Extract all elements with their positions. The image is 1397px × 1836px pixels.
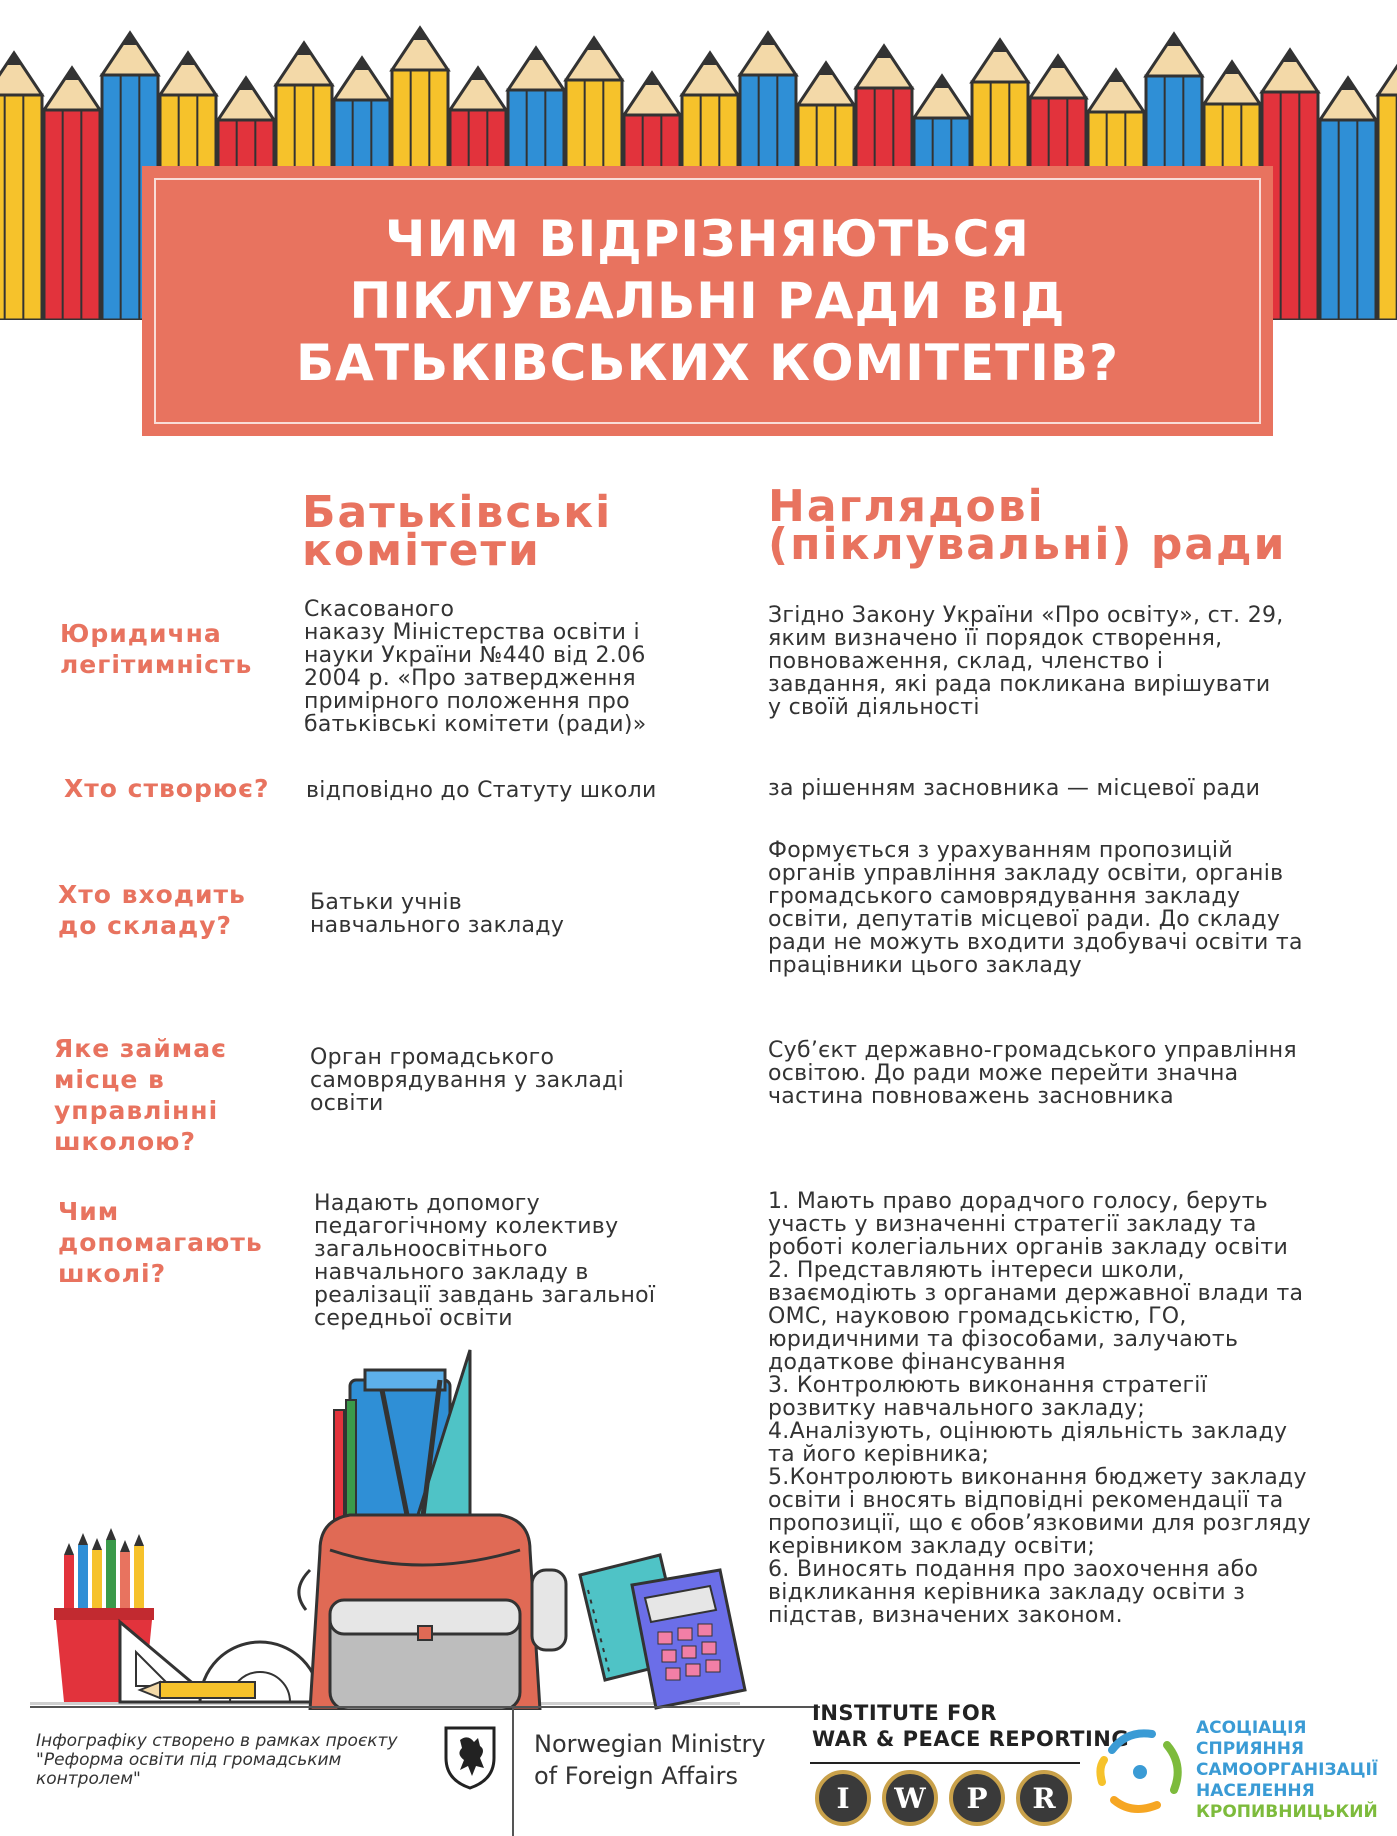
cell-line: батьківські комітети (ради)» xyxy=(304,712,647,737)
calculator-icon xyxy=(632,1570,745,1708)
cell-line: 4.Аналізують, оцінюють діяльність закладу xyxy=(768,1419,1288,1444)
pencil-icon xyxy=(1320,78,1376,320)
cell-line: освітою. До ради може перейти значна xyxy=(768,1061,1239,1086)
row-label-line: Яке займає xyxy=(54,1034,227,1063)
cell-line: наказу Міністерства освіти і xyxy=(304,620,640,645)
row-label-line: Юридична xyxy=(60,619,222,648)
cell-line: юридичними та фізособами, залучають xyxy=(768,1327,1239,1352)
cell-line: участь у визначенні стратегії закладу та xyxy=(768,1212,1257,1237)
cell-line: Згідно Закону України «Про освіту», ст. 29, xyxy=(768,603,1284,628)
title-banner-frame xyxy=(154,178,1261,424)
cell-line: освіти xyxy=(310,1091,384,1116)
column-header-right-line-1: Наглядові xyxy=(768,481,1045,532)
cell-line: ОМС, науковою громадськістю, ГО, xyxy=(768,1304,1187,1329)
iwpr-letter-p: P xyxy=(966,1782,988,1815)
cell-line: Формується з урахуванням пропозицій xyxy=(768,838,1233,863)
cell-line: частина повноважень засновника xyxy=(768,1084,1174,1109)
row-label-line: Чим xyxy=(58,1197,120,1226)
association-line: САМООРГАНІЗАЦІЇ xyxy=(1196,1760,1379,1780)
association-line: АСОЦІАЦІЯ xyxy=(1196,1718,1307,1738)
cell-line: загальноосвітнього xyxy=(314,1237,548,1262)
cell-line: завдання, які рада покликана вирішувати xyxy=(768,672,1271,697)
pencil-icon xyxy=(1378,53,1397,320)
association-line: СПРИЯННЯ xyxy=(1196,1739,1305,1759)
cell-line: відкликання керівника закладу освіти з xyxy=(768,1580,1246,1605)
iwpr-line: WAR & PEACE REPORTING xyxy=(812,1727,1130,1751)
association-line: КРОПИВНИЦЬКИЙ xyxy=(1196,1802,1378,1822)
row-label-how-they-help xyxy=(58,1196,263,1289)
credit-line: контролем" xyxy=(36,1769,141,1789)
cell-line: науки України №440 від 2.06 xyxy=(304,643,646,668)
iwpr-logo xyxy=(810,1760,1080,1826)
cell-line: розвитку навчального закладу; xyxy=(768,1396,1146,1421)
cell-membership-supervisory-boards xyxy=(768,839,1303,977)
title-line-1: ЧИМ ВІДРІЗНЯЮТЬСЯ xyxy=(385,210,1030,268)
row-label-line: школі? xyxy=(58,1259,167,1288)
row-label-line: Хто створює? xyxy=(64,774,270,803)
cell-line: середньої освіти xyxy=(314,1306,513,1331)
column-header-left-line-2: комітети xyxy=(302,525,541,576)
footer-vertical-divider xyxy=(512,1708,514,1836)
cell-line: 5.Контролюють виконання бюджету закладу xyxy=(768,1465,1307,1490)
cell-line: органів управління закладу освіти, органів xyxy=(768,861,1284,886)
cell-line: пропозиції, що є обов’язковими для розгляду xyxy=(768,1511,1311,1536)
footer-divider xyxy=(30,1706,820,1708)
row-label-who-creates xyxy=(64,773,269,804)
cell-line: 2. Представляють інтереси школи, xyxy=(768,1258,1185,1283)
cell-line: навчального закладу xyxy=(310,913,565,938)
cell-line: освіти і вносять відповідні рекомендації та xyxy=(768,1488,1284,1513)
iwpr-letter-i: I xyxy=(836,1782,850,1815)
cell-line: відповідно до Статуту школи xyxy=(306,778,657,803)
backpack-icon xyxy=(299,1350,566,1710)
column-header-parent-committees xyxy=(302,487,613,576)
pencil-icon xyxy=(44,68,100,320)
cell-line: Скасованого xyxy=(304,597,455,622)
cell-line: підстав, визначених законом. xyxy=(768,1603,1123,1628)
iwpr-letter-r: R xyxy=(1032,1782,1056,1815)
cell-line: педагогічному колективу xyxy=(314,1214,619,1239)
cell-line: громадського самоврядування закладу xyxy=(768,884,1241,909)
title-line-2: ПІКЛУВАЛЬНІ РАДИ ВІД xyxy=(349,272,1066,330)
row-label-line: до складу? xyxy=(58,911,233,940)
row-label-line: легітимність xyxy=(60,650,253,679)
column-header-supervisory-boards xyxy=(768,481,1287,570)
association-line: НАСЕЛЕННЯ xyxy=(1196,1781,1315,1801)
cell-line: керівником закладу освіти; xyxy=(768,1534,1096,1559)
cell-line: та його керівника; xyxy=(768,1442,990,1467)
cell-line: взаємодіють з органами державної влади та xyxy=(768,1281,1304,1306)
cell-line: 6. Виносять подання про заохочення або xyxy=(768,1557,1259,1582)
cell-line: примірного положення про xyxy=(304,689,630,714)
cell-line: Суб’єкт державно-громадського управління xyxy=(768,1038,1297,1063)
iwpr-line: INSTITUTE FOR xyxy=(812,1701,997,1725)
cell-line: роботі колегіальних органів закладу освіти xyxy=(768,1235,1289,1260)
cell-line: освіти, депутатів місцевої ради. До складу xyxy=(768,907,1281,932)
cell-membership-parent-committees xyxy=(310,891,564,937)
cell-line: у своїй діяльності xyxy=(768,695,980,720)
cell-creates-supervisory-boards xyxy=(768,777,1260,800)
row-label-governance-role xyxy=(54,1033,227,1157)
project-credit xyxy=(36,1732,398,1789)
ministry-line: Norwegian Ministry xyxy=(534,1730,766,1758)
cell-line: додаткове фінансування xyxy=(768,1350,1066,1375)
title-banner xyxy=(142,166,1273,436)
cell-line: повноваження, склад, членство і xyxy=(768,649,1164,674)
iwpr-name xyxy=(812,1700,1129,1752)
cell-line: самоврядування у закладі xyxy=(310,1068,625,1093)
school-supplies-illustration xyxy=(20,1340,760,1710)
row-label-line: Хто входить xyxy=(58,880,246,909)
cell-help-supervisory-boards xyxy=(768,1190,1311,1627)
iwpr-letter-w: W xyxy=(894,1782,926,1815)
pencil-icon xyxy=(0,53,42,320)
row-label-membership xyxy=(58,879,246,941)
cell-line: ради не можуть входити здобувачі освіти та xyxy=(768,930,1303,955)
cell-line: навчального закладу в xyxy=(314,1260,589,1285)
cell-governance-supervisory-boards xyxy=(768,1039,1297,1108)
cell-line: реалізації завдань загальної xyxy=(314,1283,656,1308)
column-header-left-line-1: Батьківські xyxy=(302,487,613,538)
page-title xyxy=(258,208,1158,394)
credit-line: "Реформа освіти під громадським xyxy=(36,1750,342,1770)
credit-line: Інфографіку створено в рамках проєкту xyxy=(36,1731,398,1751)
cell-legal-parent-committees xyxy=(304,598,647,736)
row-label-line: школою? xyxy=(54,1127,196,1156)
cell-governance-parent-committees xyxy=(310,1046,624,1115)
cell-line: яким визначено її порядок створення, xyxy=(768,626,1223,651)
cell-help-parent-committees xyxy=(314,1192,655,1330)
row-label-legal-legitimacy xyxy=(60,618,252,680)
norway-coat-of-arms-icon xyxy=(442,1724,498,1790)
norwegian-ministry xyxy=(534,1728,766,1792)
cell-creates-parent-committees xyxy=(306,779,657,802)
ministry-line: of Foreign Affairs xyxy=(534,1762,738,1790)
cell-line: працівники цього закладу xyxy=(768,953,1082,978)
title-line-3: БАТЬКІВСЬКИХ КОМІТЕТІВ? xyxy=(296,334,1119,392)
row-label-line: допомагають xyxy=(58,1228,263,1257)
column-header-right-line-2: (піклувальні) ради xyxy=(768,519,1287,570)
cell-line: 1. Мають право дорадчого голосу, беруть xyxy=(768,1189,1268,1214)
row-label-line: місце в xyxy=(54,1065,165,1094)
row-label-line: управлінні xyxy=(54,1096,219,1125)
association-logo-icon xyxy=(1092,1720,1192,1820)
cell-legal-supervisory-boards xyxy=(768,604,1284,719)
cell-line: Батьки учнів xyxy=(310,890,463,915)
cell-line: 2004 р. «Про затвердження xyxy=(304,666,636,691)
cell-line: Надають допомогу xyxy=(314,1191,540,1216)
cell-line: за рішенням засновника — місцевої ради xyxy=(768,776,1261,801)
cell-line: Орган громадського xyxy=(310,1045,555,1070)
cell-line: 3. Контролюють виконання стратегії xyxy=(768,1373,1208,1398)
association-name xyxy=(1196,1718,1378,1823)
